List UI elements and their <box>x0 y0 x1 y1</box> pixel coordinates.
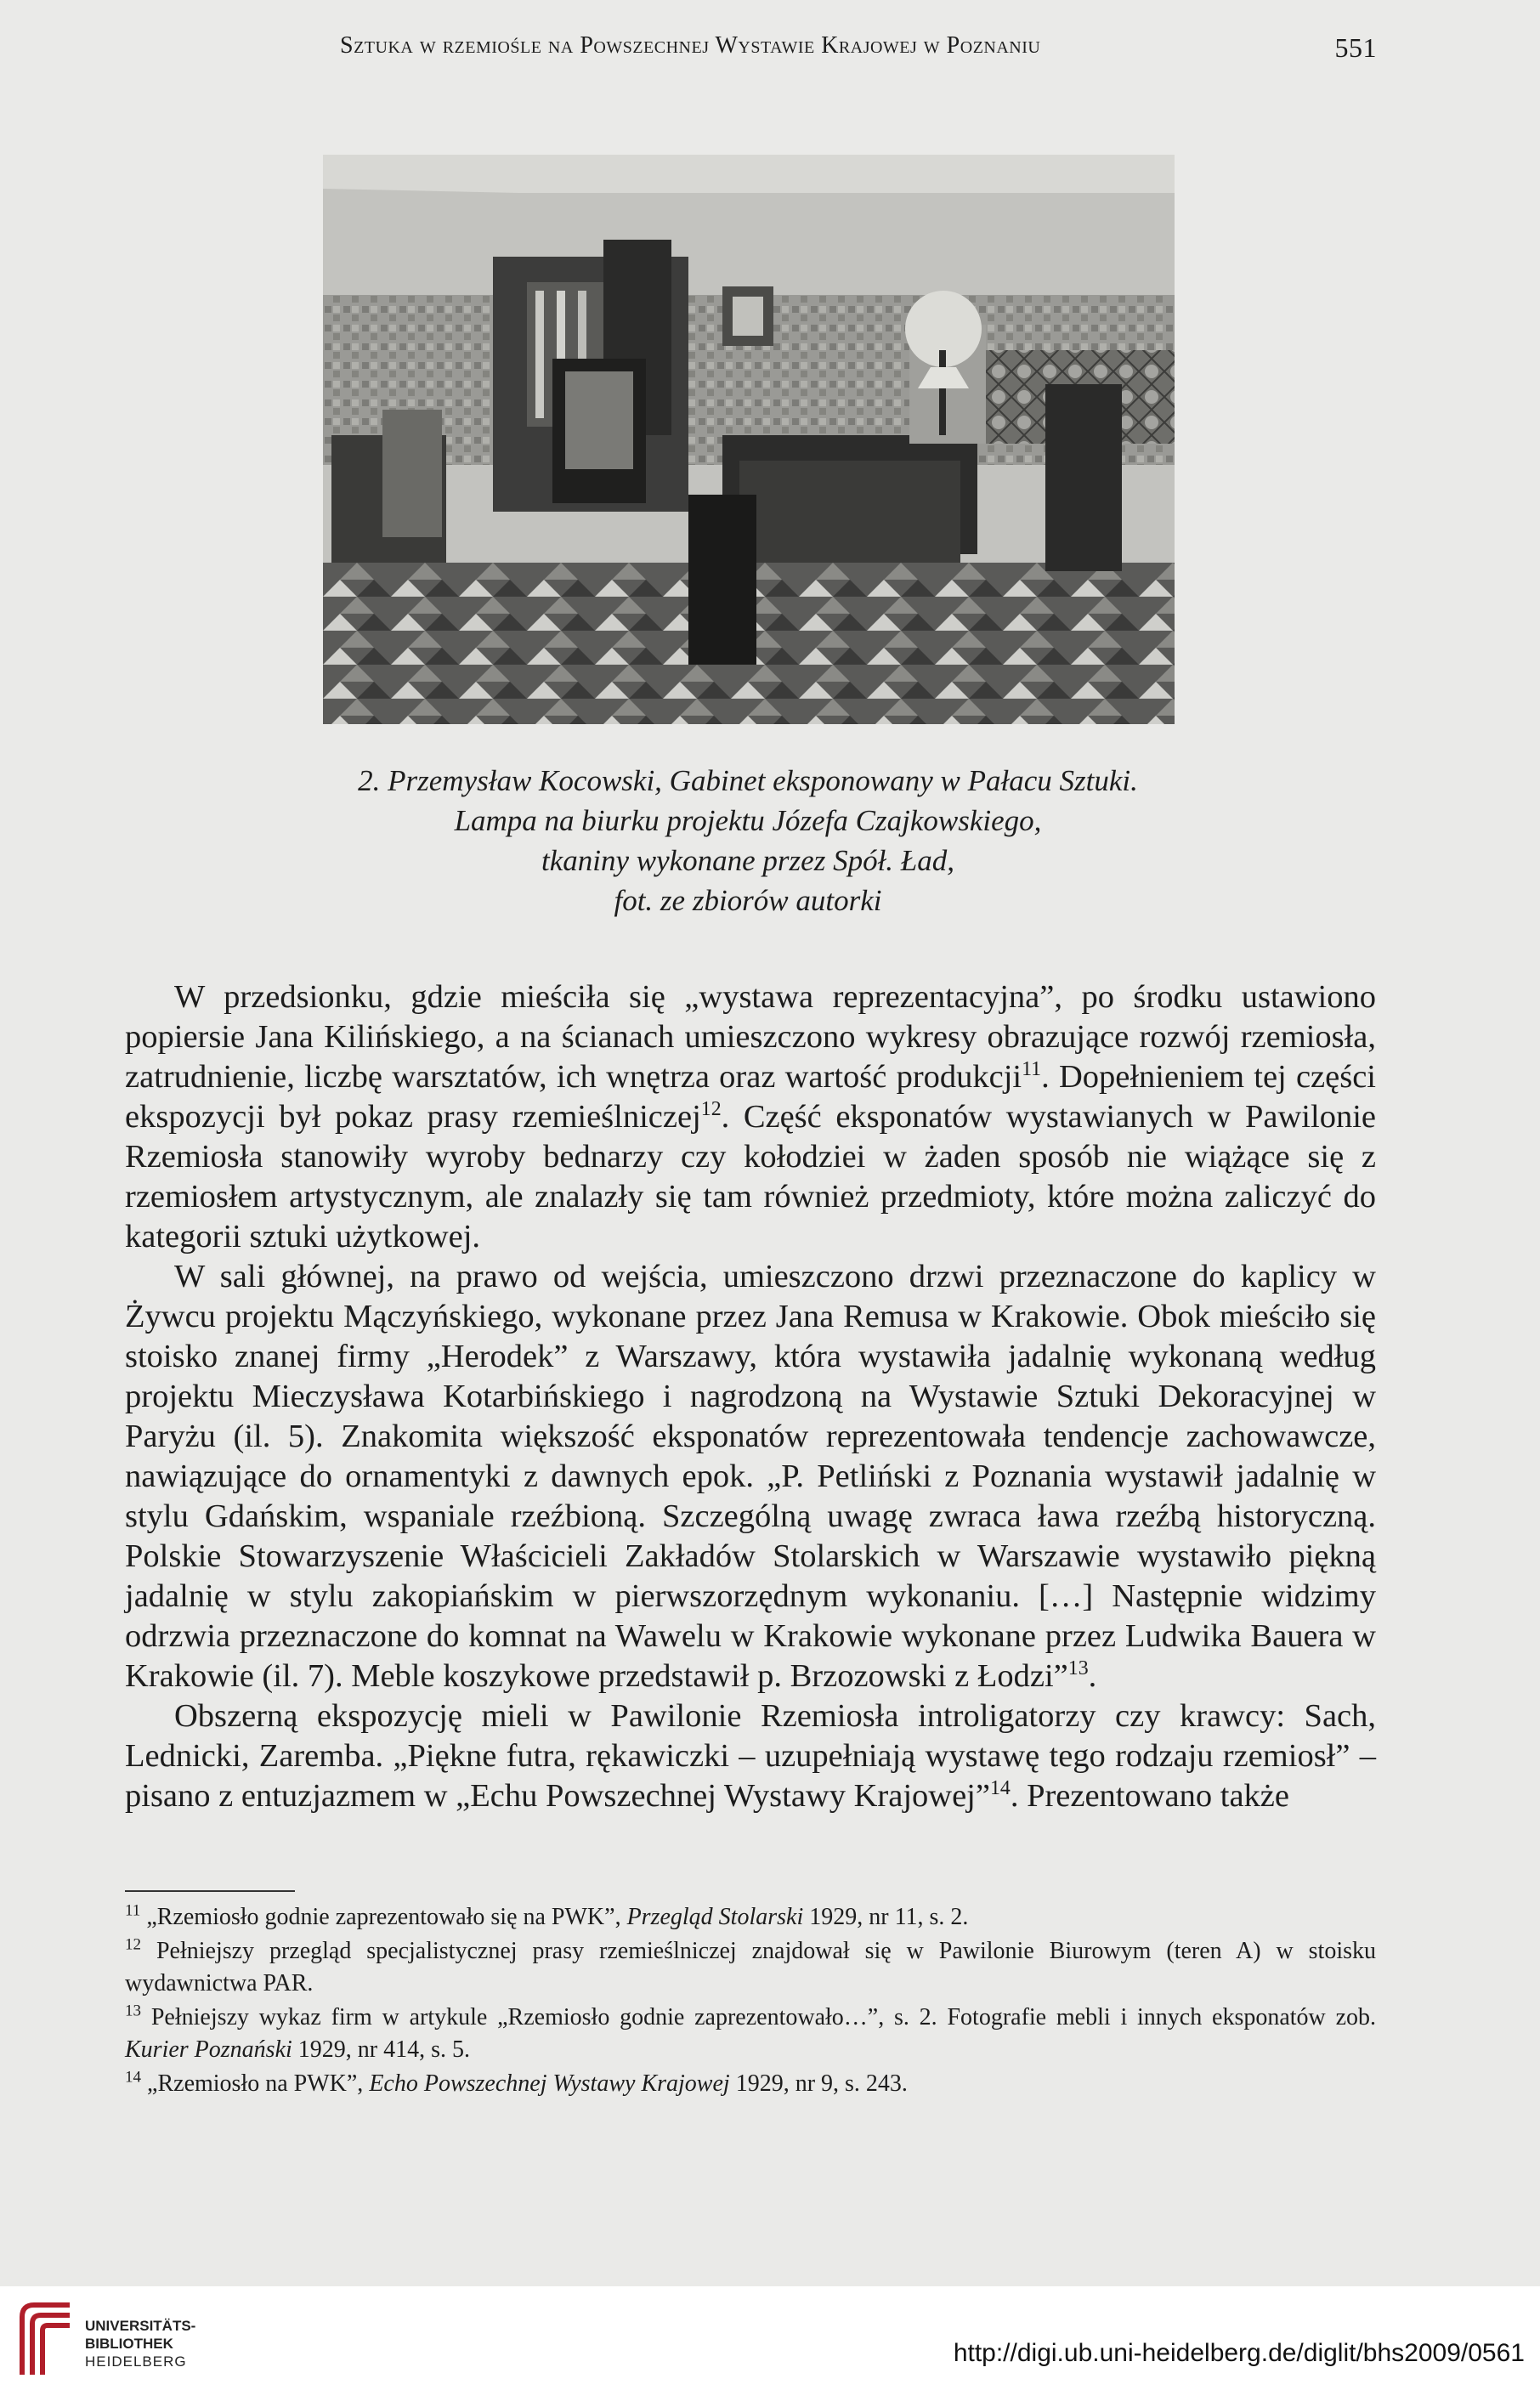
footnote <box>125 1901 1376 1934</box>
office-interior-image <box>323 155 1175 724</box>
caption-line: Lampa na biurku projektu Józefa Czajkowskiego, <box>454 804 1042 837</box>
footnote-number: 13 <box>125 2002 142 2020</box>
paragraph-text: . Prezentowano także <box>1010 1778 1289 1814</box>
caption-line: fot. ze zbiorów autorki <box>614 884 882 917</box>
library-name-line: BIBLIOTHEK <box>85 2336 173 2352</box>
page-number: 551 <box>1334 32 1377 63</box>
paragraph-text: W przedsionku, gdzie mieściła się „wystawa reprezentacyjna”, po środku ustawiono popiersie Jana Kilińskiego, a na ścianach umieszczono wykresy obrazujące rozwój rzemiosła, zatrudnienie, liczbę warsztatów, ich wnętrza oraz wartość produkcji <box>125 979 1376 1095</box>
footnote-text: 1929, nr 9, s. 243. <box>729 2070 908 2097</box>
footnotes <box>125 1901 1376 2102</box>
footnote-title: Echo Powszechnej Wystawy Krajowej <box>369 2070 730 2097</box>
footnote-text: Pełniejszy przegląd specjalistycznej prasy rzemieślniczej znajdował się w Pawilonie Biurowym (teren A) w stoisku wydawnictwa PAR. <box>125 1938 1376 1996</box>
running-title: Sztuka w rzemiośle na Powszechnej Wystawie Krajowej w Poznaniu <box>340 32 1041 59</box>
footnote-number: 12 <box>125 1935 142 1954</box>
footnote-number: 11 <box>125 1901 141 1920</box>
footnote-text: „Rzemiosło godnie zaprezentowało się na PWK”, <box>146 1904 627 1930</box>
footnote-number: 14 <box>125 2068 142 2087</box>
paragraph <box>125 977 1376 1257</box>
paragraph-text: . Część eksponatów wystawianych w Pawilonie Rzemiosła stanowiły wyroby bednarzy czy kołodziei w żaden sposób nie wiążące się z rzemiosłem artystycznym, ale znalazły się tam również przedmioty, które można zaliczyć do kategorii sztuki użytkowej. <box>125 1099 1376 1254</box>
paragraph-text: . Dopełnieniem tej części ekspozycji był pokaz prasy rzemieślniczej <box>125 1059 1376 1135</box>
digitization-footer <box>0 2286 1540 2390</box>
paragraph <box>125 1696 1376 1816</box>
footnote <box>125 2002 1376 2066</box>
paragraph-text: W sali głównej, na prawo od wejścia, umieszczono drzwi przeznaczone do kaplicy w Żywcu projektu Mączyńskiego, wykonane przez Jana Remusa w Krakowie. Obok mieściło się stoisko znanej firmy „Herodek” z Warszawy, która wystawiła jadalnię wykonaną według projektu Mieczysława Kotarbińskiego i nagrodzoną na Wystawie Sztuki Dekoracyjnej w Paryżu (il. 5). Znakomita większość eksponatów reprezentowała tendencje zachowawcze, nawiązujące do ornamentyki z dawnych epok. „P. Petliński z Poznania wystawił jadalnię w stylu Gdańskim, wspaniale rzeźbioną. Szczególną uwagę zwraca ława rzeźbą historyczną. Polskie Stowarzyszenie Właścicieli Zakładów Stolarskich w Warszawie wystawiło piękną jadalnię w stylu zakopiańskim w pierwszorzędnym wykonaniu. […] Następnie widzimy odrzwia przeznaczone do komnat na Wawelu w Krakowie wykonane przez Ludwika Bauera w Krakowie (il. 7). Meble koszykowe przedstawił p. Brzozowski z Łodzi” <box>125 1259 1376 1694</box>
library-name-line: UNIVERSITÄTS- <box>85 2318 196 2334</box>
paragraph-text: Obszerną ekspozycję mieli w Pawilonie Rzemiosła introligatorzy czy krawcy: Sach, Lednicki, Zaremba. „Piękne futra, rękawiczki – uzupełniają wystawę tego rodzaju rzemiosł” – pisano z entuzjazmem w „Echu Powszechnej Wystawy Krajowej” <box>125 1698 1376 1814</box>
footnote-ref: 14 <box>989 1777 1011 1800</box>
caption-line: 2. Przemysław Kocowski, Gabinet eksponowany w Pałacu Sztuki. <box>358 764 1138 797</box>
footnote-text: „Rzemiosło na PWK”, <box>147 2070 370 2097</box>
source-url[interactable]: http://digi.ub.uni-heidelberg.de/diglit/bhs2009/0561 <box>953 2339 1525 2367</box>
library-name <box>85 2317 195 2370</box>
university-library-logo-icon <box>15 2298 76 2380</box>
footnote <box>125 1935 1376 2000</box>
running-header <box>340 32 1377 66</box>
footnote-divider <box>125 1890 295 1892</box>
library-city: HEIDELBERG <box>85 2353 187 2370</box>
body-text <box>125 977 1376 1816</box>
footnote <box>125 2068 1376 2100</box>
footnote-text: 1929, nr 414, s. 5. <box>292 2036 471 2063</box>
footnote-title: Przegląd Stolarski <box>626 1904 804 1930</box>
footnote-ref: 13 <box>1067 1657 1089 1680</box>
footnote-ref: 11 <box>1022 1058 1042 1081</box>
paragraph <box>125 1257 1376 1696</box>
paragraph-text: . <box>1088 1658 1097 1694</box>
figure-caption <box>255 761 1241 920</box>
footnote-text: 1929, nr 11, s. 2. <box>803 1904 969 1930</box>
footnote-ref: 12 <box>700 1098 722 1121</box>
footnote-text: Pełniejszy wykaz firm w artykule „Rzemiosło godnie zaprezentowało…”, s. 2. Fotografie mebli i innych eksponatów zob. <box>150 2004 1377 2030</box>
caption-line: tkaniny wykonane przez Spół. Ład, <box>541 844 955 877</box>
interior-photograph <box>323 155 1175 724</box>
footnote-title: Kurier Poznański <box>125 2036 292 2063</box>
